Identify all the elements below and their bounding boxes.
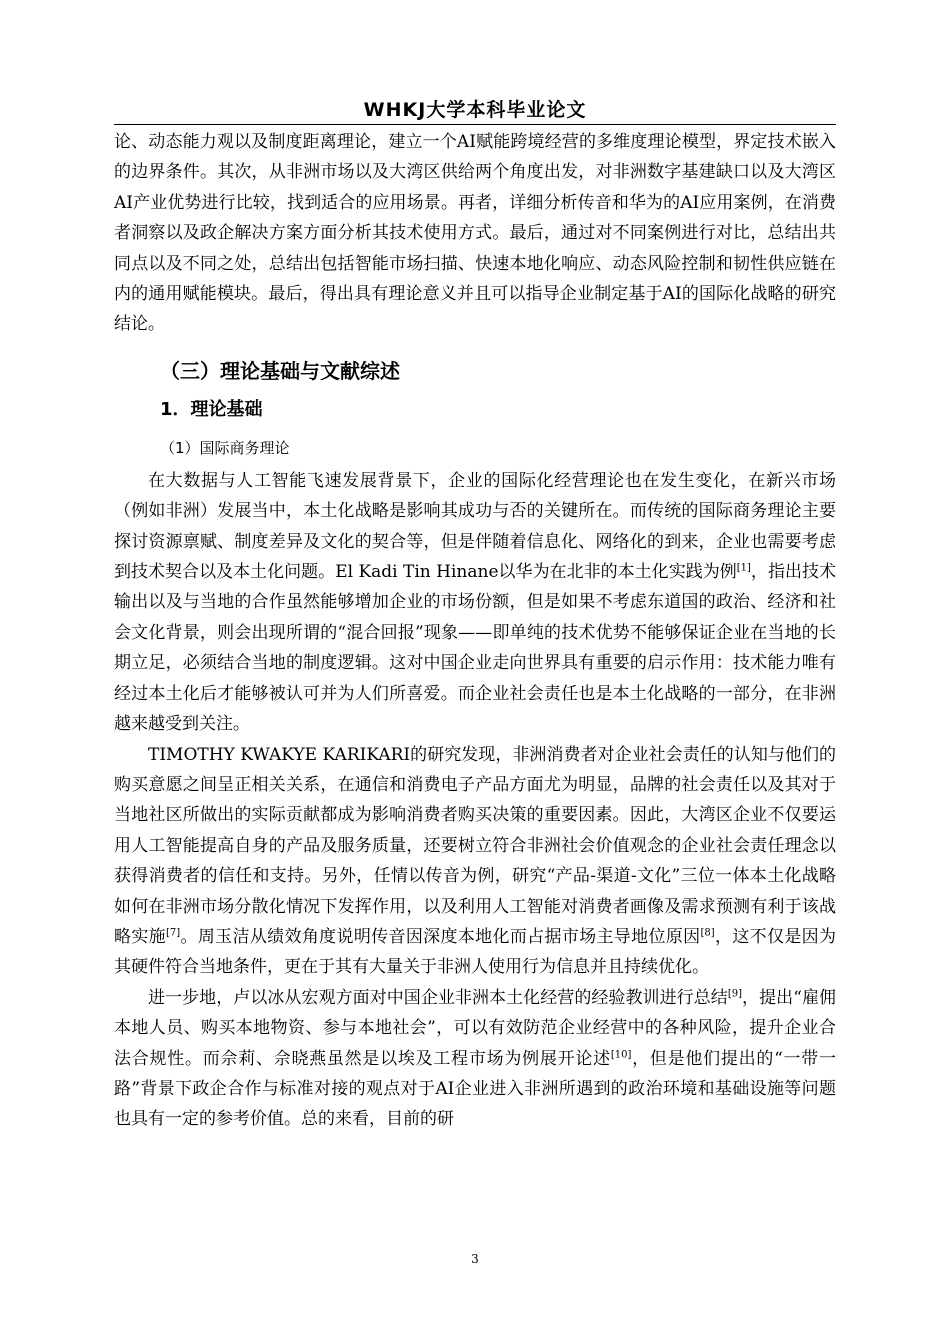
citation-10: [10] xyxy=(610,1048,632,1060)
citation-8: [8] xyxy=(700,927,715,939)
page-body xyxy=(114,127,836,1135)
paragraph-1 xyxy=(114,466,836,740)
paragraph-2-text-b: 。周玉洁从绩效角度说明传音因深度本地化而占据市场主导地位原因 xyxy=(180,926,701,947)
running-header: WHKJ大学本科毕业论文 xyxy=(363,99,587,121)
paragraph-3 xyxy=(114,983,836,1135)
intro-paragraph: 论、动态能力观以及制度距离理论，建立一个AI赋能跨境经营的多维度理论模型，界定技术嵌入的边界条件。其次，从非洲市场以及大湾区供给两个角度出发，对非洲数字基建缺口以及大湾区AI产业优势进行比较，找到适合的应用场景。再者，详细分析传音和华为的AI应用案例，在消费者洞察以及政企解决方案方面分析其技术使用方式。最后，通过对不同案例进行对比，总结出共同点以及不同之处，总结出包括智能市场扫描、快速本地化响应、动态风险控制和韧性供应链在内的通用赋能模块。最后，得出具有理论意义并且可以指导企业制定基于AI的国际化战略的研究结论。 xyxy=(114,132,836,335)
citation-9: [9] xyxy=(727,988,742,1000)
paragraph-1-text-b: ，指出技术输出以及与当地的合作虽然能够增加企业的市场份额，但是如果不考虑东道国的政治、经济和社会文化背景，则会出现所谓的“混合回报”现象——即单纯的技术优势不能够保证企业在当地的长期立足，必须结合当地的制度逻辑。这对中国企业走向世界具有重要的启示作用：技术能力唯有经过本土化后才能够被认可并为人们所喜爱。而企业社会责任也是本土化战略的一部分，在非洲越来越受到关注。 xyxy=(114,562,836,735)
paragraph-3-text-c: ，但是他们提出的“一带一路”背景下政企合作与标准对接的观点对于AI企业进入非洲所遇到的政治环境和基础设施等问题也具有一定的参考价值。总的来看，目前的研 xyxy=(114,1048,836,1130)
paragraph-3-text-b: ，提出“雇佣本地人员、购买本地物资、参与本地社会”，可以有效防范企业经营中的各种风险，提升企业合法合规性。而佘莉、佘晓燕虽然是以埃及工程市场为例展开论述 xyxy=(114,987,836,1069)
paragraph-1-text-a: 在大数据与人工智能飞速发展背景下，企业的国际化经营理论也在发生变化，在新兴市场（例如非洲）发展当中，本土化战略是影响其成功与否的关键所在。而传统的国际商务理论主要探讨资源禀赋、制度差异及文化的契合等，但是伴随着信息化、网络化的到来，企业也需要考虑到技术契合以及本土化问题。El Kadi Tin Hinane以华为在北非的本土化实践为例 xyxy=(114,470,836,583)
header-rule xyxy=(114,124,836,125)
paragraph-2 xyxy=(114,740,836,983)
paragraph-3-text-a: 进一步地，卢以冰从宏观方面对中国企业非洲本土化经营的经验教训进行总结 xyxy=(148,987,728,1008)
page-number: 3 xyxy=(471,1252,479,1266)
citation-1: [1] xyxy=(736,562,751,574)
citation-7: [7] xyxy=(166,927,181,939)
subsubsection-heading: （1）国际商务理论 xyxy=(160,438,290,457)
section-heading: （三）理论基础与文献综述 xyxy=(160,358,400,383)
paragraph-2-text-a: TIMOTHY KWAKYE KARIKARI的研究发现，非洲消费者对企业社会责任的认知与他们的购买意愿之间呈正相关关系，在通信和消费电子产品方面尤为明显，品牌的社会责任以及其对于当地社区所做出的实际贡献都成为影响消费者购买决策的重要因素。因此，大湾区企业不仅要运用人工智能提高自身的产品及服务质量，还要树立符合非洲社会价值观念的企业社会责任理念以获得消费者的信任和支持。另外，任情以传音为例，研究“产品-渠道-文化”三位一体本土化战略如何在非洲市场分散化情况下发挥作用，以及利用人工智能对消费者画像及需求预测有利于该战略实施 xyxy=(114,744,836,947)
subsection-heading: 1．理论基础 xyxy=(160,398,263,420)
paragraph-2-text-c: ，这不仅是因为其硬件符合当地条件，更在于其有大量关于非洲人使用行为信息并且持续优化。 xyxy=(114,926,837,978)
